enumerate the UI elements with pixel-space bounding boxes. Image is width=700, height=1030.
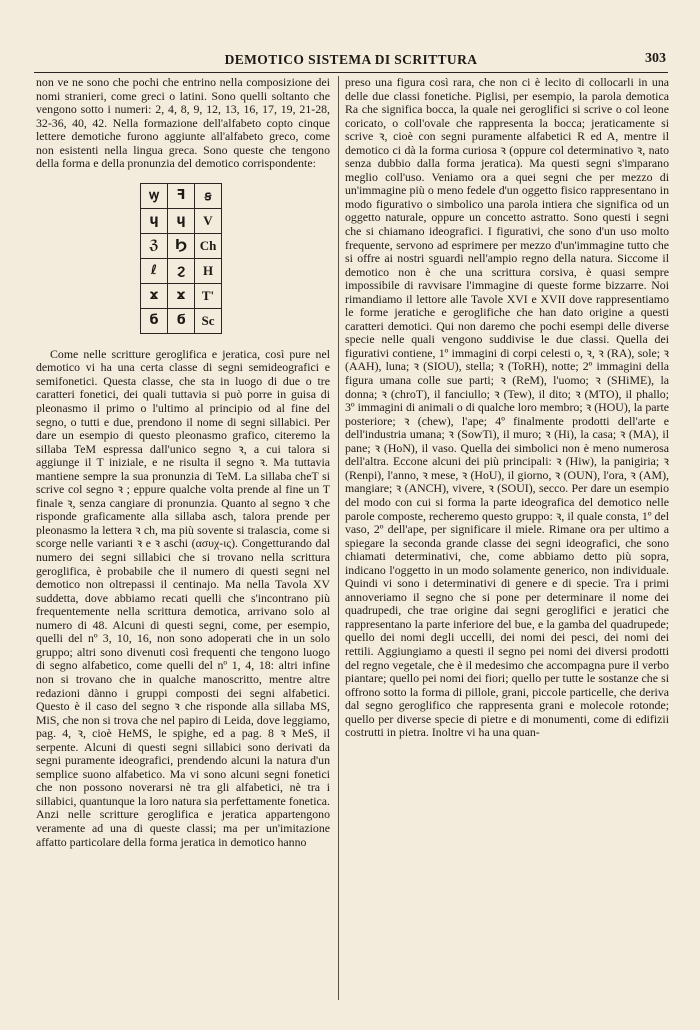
sign-table-row: [141, 308, 222, 333]
demotic-glyph-cell: ɥ: [141, 208, 168, 233]
page-number: 303: [645, 51, 666, 66]
demotic-glyph-cell: ꝡ: [141, 183, 168, 208]
coptic-glyph-cell: ϩ: [168, 258, 195, 283]
letter-value-cell: H: [195, 258, 222, 283]
sign-table-row: [141, 183, 222, 208]
letter-value-cell: Sc: [195, 308, 222, 333]
syllabic-signs-paragraph: Come nelle scritture geroglifica e jeratica, così pure nel demotico vi ha una certa classe di segni semideografici e semifonetici. Questa classe, che sta in luogo di due o tre caratteri fonetici, dei quali tuttavia si può porre in guisa di pleonasmo il primo o l'ultimo al principio od al fine del segno, o tutti e due, prendono il nome di segni sillabici. Per dare un esempio di questo pleonasmo grafico, citeremo la sillaba TeM espressa dall'unico segno ꝛ, a cui talora si aggiunge il T iniziale, e ne risulta il segno ꝛ. Ma tuttavia mantiene sempre la sua pronunzia di TeM. La sillaba cheT si scrive col segno ꝛ ; eppure qualche volta prende al fine un T finale ꝛ, senza cangiare di pronunzia. Quanto al segno ꝛ che risponde graficamente alla sillaba asch, talora prende per pleonasmo la lettera ꝛ ch, ma più sovente si tralascia, come si scorge nelle varianti ꝛ e ꝛ aschi (ασυχ-ις). Congetturando dal numero dei segni sillabici che si trovano nella scrittura geroglifica, è probabile che il numero di questi segni nel demotico non oltrepassi il centinajo. Ma nella Tavola XV suddetta, dove abbiamo recati quelli che s'incontrano più frequentemente nella scrittura demotica, arrivano solo al numero di 48. Alcuni di questi segni, come, per esempio, quelli del nº 3, 10, 16, non sono adoperati che in un solo gruppo; altri sono divenuti così frequenti che tengono luogo di segno alfabetico, come quelli del nº 1, 4, 18: altri infine non si trovano che in qualche manoscritto, mentre altre redazioni dànno i gruppi composti dei segni alfabetici. Questo è il caso del segno ꝛ che risponde alla sillaba MS, MiS, che non si trova che nel papiro di Leida, dove leggiamo, pag. 4, ꝛ, cioè HeMS, le spighe, ed a pag. 8 ꝛ MeS, il serpente. Alcuni di questi segni sillabici sono derivati da segni puramente ideografici, prendendo alcuni la natura d'un semplice suono alfabetico. Ma vi sono alcuni segni fonetici che non possono noverarsi nè tra gli alfabetici, nè tra i sillabici, quantunque la loro natura sia perfettamente fonetica. Anzi nelle scritture geroglifica e jeratica appartengono veramente ad una di queste classi; ma per un'imitazione affatto particolare della forma jeratica in demotico hanno: [36, 346, 330, 849]
demotic-glyph-cell: ℓ: [141, 258, 168, 283]
letter-value-cell: V: [195, 208, 222, 233]
coptic-glyph-cell: Ϧ: [168, 233, 195, 258]
ideographic-signs-paragraph: preso una figura così rara, che non ci è lecito di collocarli in una delle due classi fonetiche. Piglisi, per esempio, la parola demotica Ra che significa bocca, la quale nei geroglifici si scrive o col leone coricato, o coll'ovale che rappresenta la bocca; jeraticamente si scrive ꝛ, cioè con segni puramente alfabetici R ed A, mentre il demotico ci dà la forma curiosa ꝛ (oppure col determinativo ꝛ, nato senza dubbio dalla forma jeratica). Ma questi segni s'imparano meglio coll'uso. Veniamo ora a quei segni che per mezzo di un'immagine più o meno fedele d'un oggetto fisico rappresentano in modo figurativo o simbolico una parola intiera che significa od un oggetto naturale, oppure un concetto astratto. Sono questi i segni che si chiamano ideografici. I figurativi, che sono d'un uso molto frequente, servono ad esprimere per mezzo d'un'immagine tutto che si offre ai nostri sguardi nell'ampio regno della natura. Siccome il demotico non è che una scrittura corsiva, è quasi sempre impossibile di ravvisare l'immagine di queste forme bizzarre. Noi rimandiamo il lettore alle Tavole XVI e XVII dove rappresentiamo le forme jeratiche e geroglifiche che han dato origine a questi caratteri demotici. Qui non daremo che pochi esempi delle diverse specie nelle quali vengono suddivise le due classi. Quella dei figurativi contiene, 1º immagini di corpi celesti o, ꝛ, ꝛ (RA), sole; ꝛ (AAH), luna; ꝛ (SIOU), stella; ꝛ (ToRH), notte; 2º immagini della figura umana colle sue parti; ꝛ (ReM), l'uomo; ꝛ (SHiME), la donna; ꝛ (chroT), il fanciullo; ꝛ (Tew), il dito; ꝛ (MTO), il phallo; 3º immagini di animali o di qualche loro membro; ꝛ (HOU), la parte posteriore; ꝛ (chew), l'ape; 4º finalmente prodotti dell'arte e dell'industria umana; ꝛ (SowTi), il muro; ꝛ (Hi), la casa; ꝛ (MA), il pane; ꝛ (HoN), il vaso. Quella dei simbolici non è meno numerosa dell'altra. Eccone alcuni dei più principali: ꝛ (Hiw), la panigiria; ꝛ (Renpi), l'anno, ꝛ mese, ꝛ (HoU), il giorno, ꝛ (OUN), l'ora, ꝛ (AM), mangiare; ꝛ (ANCH), vivere, ꝛ (SOUI), secco. Per dare un esempio del modo con cui si forma la parte ideografica del demotico nelle parole composte, recheremo questo gruppo: ꝛ, il quale consta, 1º del vaso, 2º dell'ape, per significare il miele. Rimane ora per ultimo a spiegare la seconda grande classe dei segni ideografici, che sono chiamati determinativi, che, come abbiamo detto più sopra, indicano l'oggetto in un modo solamente generico, non individuale. Quindi vi sono i determinativi di genere e di specie. Tra i primi annoveriamo il segno che si pone per determinare il nome dei quadrupedi, che trae origine dai segni geroglifici e jeratici che rappresentano la parte inferiore del bue, e la gamba del quadrupede; quello dei nomi degli uccelli, dei nomi dei pesci, dei nomi dei rettili. Aggiungiamo a questi il segno pei nomi dei diversi prodotti del regno vegetale, che è il medesimo che accompagna pure il verbo piantare; quello pei nomi dei fiori; quello per tutte le sostanze che si offrono sotto la forma di pillole, grani, piccole particelle, che deriva dal segno geroglifico che rappresenta grani e molecole rotonde; quello per diverse specie di pietre e di monumenti, come di edifizii costrutti in pietra. Inoltre vi ha una quan-: [345, 75, 669, 740]
coptic-letters-table: [140, 183, 222, 334]
intro-paragraph: non ve ne sono che pochi che entrino nella composizione dei nomi stranieri, come greci o latini. Sono quelli soltanto che vengono sotto i numeri: 2, 4, 8, 9, 12, 13, 16, 17, 19, 21-28, 32-36, 40, 42. Nella formazione dell'alfabeto copto cinque lettere demotiche furono aggiunte all'alfabeto greco, come non esistenti nella lingua greca. Sono queste che tengono della forma e della pronunzia del demotico corrispondente:: [36, 75, 330, 171]
sign-table-row: [141, 283, 222, 308]
running-title: DEMOTICO SISTEMA DI SCRITTURA: [224, 52, 478, 67]
demotic-glyph-cell: ℨ: [141, 233, 168, 258]
sign-table-row: [141, 258, 222, 283]
page-header: [34, 50, 668, 73]
letter-value-cell: Ch: [195, 233, 222, 258]
letter-value-cell: ꞩ: [195, 183, 222, 208]
left-column: [36, 76, 330, 849]
coptic-glyph-cell: ɥ: [168, 208, 195, 233]
sign-table-row: [141, 208, 222, 233]
sign-table-row: [141, 233, 222, 258]
demotic-glyph-cell: ϫ: [141, 283, 168, 308]
column-divider: [338, 76, 339, 1000]
right-column: [345, 76, 669, 740]
coptic-glyph-cell: ꟻ: [168, 183, 195, 208]
demotic-glyph-cell: б: [141, 308, 168, 333]
coptic-glyph-cell: ϭ: [168, 308, 195, 333]
letter-value-cell: T': [195, 283, 222, 308]
coptic-glyph-cell: ϫ: [168, 283, 195, 308]
